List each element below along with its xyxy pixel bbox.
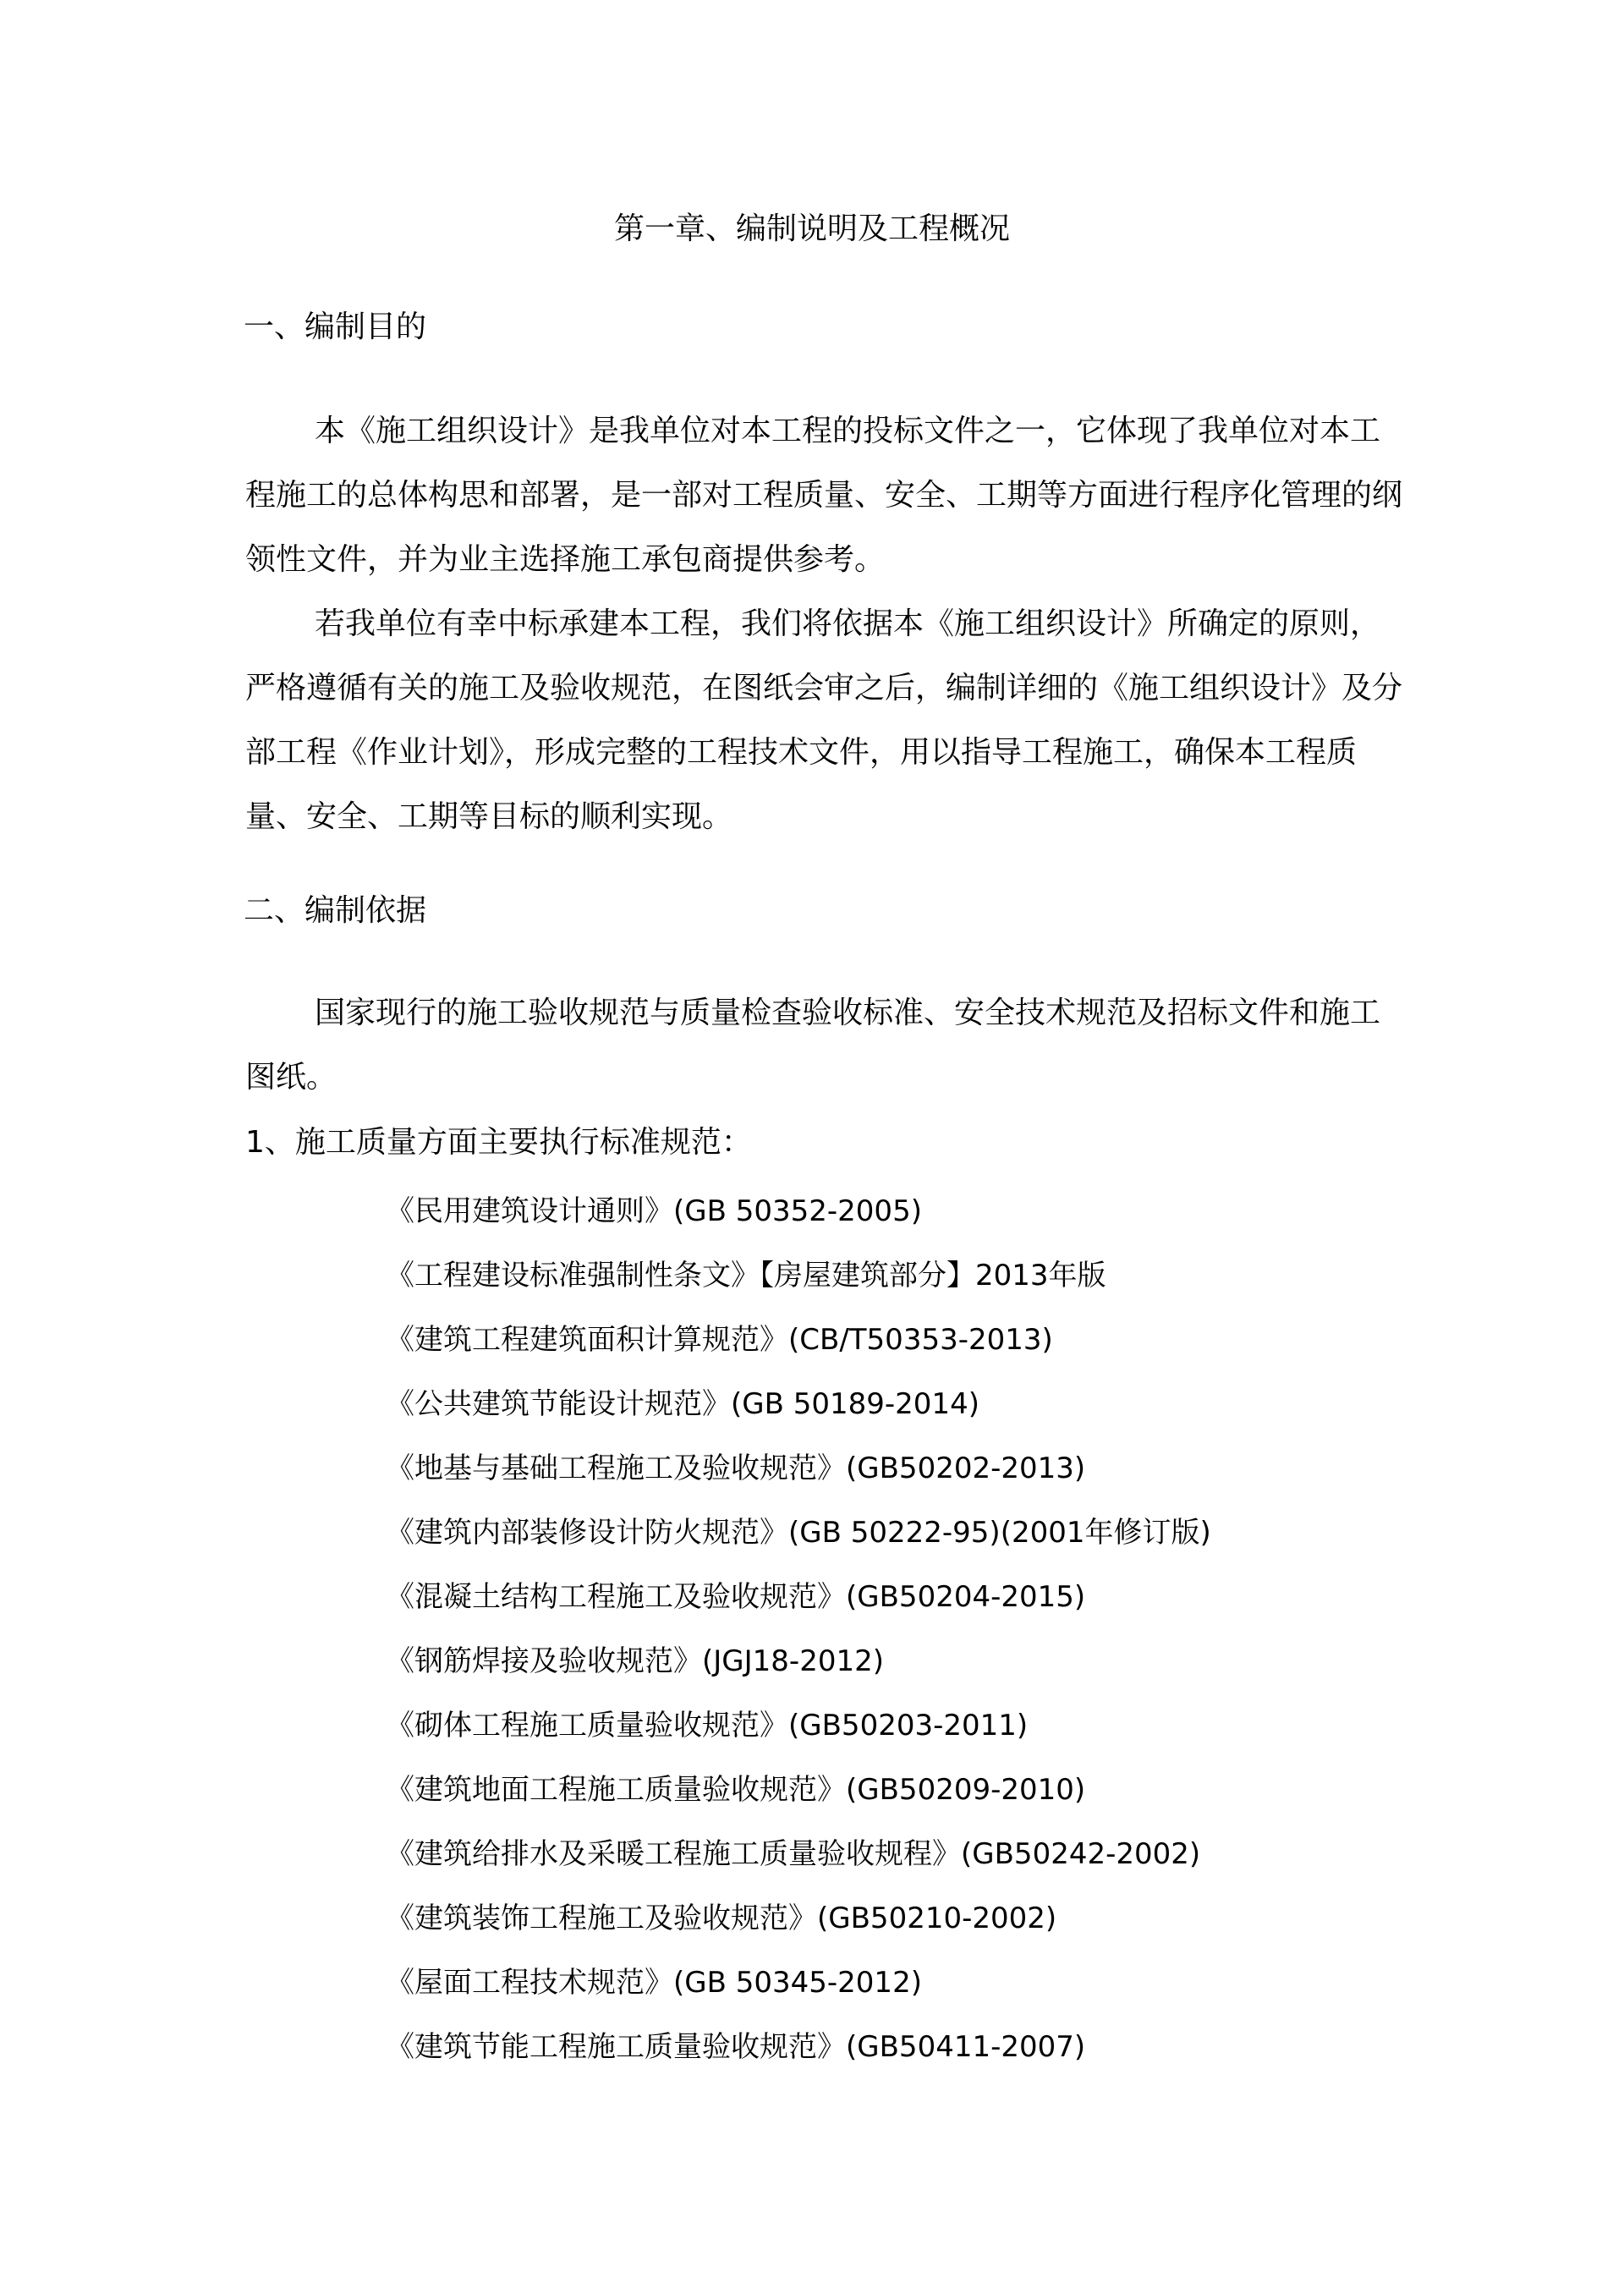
purpose-paragraph-2: 若我单位有幸中标承建本工程，我们将依据本《施工组织设计》所确定的原则，严格遵循有关的施工及验收规范，在图纸会审之后，编制详细的《施工组织设计》及分部工程《作业计划》，形成完整的工程技术文件，用以指导工程施工，确保本工程质量、安全、工期等目标的顺利实现。 bbox=[245, 606, 1403, 834]
standard-item: 《工程建设标准强制性条文》【房屋建筑部分】2013年版 bbox=[386, 1259, 1106, 1292]
standard-item: 《公共建筑节能设计规范》(GB 50189-2014) bbox=[386, 1387, 979, 1421]
purpose-paragraph-1: 本《施工组织设计》是我单位对本工程的投标文件之一，它体现了我单位对本工程施工的总体构思和部署，是一部对工程质量、安全、工期等方面进行程序化管理的纲领性文件，并为业主选择施工承包商提供参考。 bbox=[245, 414, 1403, 577]
standard-item: 《地基与基础工程施工及验收规范》(GB50202-2013) bbox=[386, 1452, 1086, 1485]
section-heading-basis: 二、编制依据 bbox=[244, 893, 427, 928]
section-heading-purpose: 一、编制目的 bbox=[244, 310, 427, 344]
standard-item: 《建筑装饰工程施工及验收规范》(GB50210-2002) bbox=[386, 1902, 1057, 1935]
standard-item: 《屋面工程技术规范》(GB 50345-2012) bbox=[386, 1966, 922, 2000]
standard-item: 《混凝土结构工程施工及验收规范》(GB50204-2015) bbox=[386, 1580, 1086, 1614]
standard-item: 《钢筋焊接及验收规范》(JGJ18-2012) bbox=[386, 1644, 884, 1678]
standard-item: 《建筑内部装修设计防火规范》(GB 50222-95)(2001年修订版) bbox=[386, 1516, 1211, 1550]
chapter-title: 第一章、编制说明及工程概况 bbox=[613, 211, 1010, 246]
standard-item: 《建筑工程建筑面积计算规范》(CB/T50353-2013) bbox=[386, 1323, 1053, 1357]
standard-item: 《民用建筑设计通则》(GB 50352-2005) bbox=[386, 1194, 922, 1228]
standard-item: 《建筑地面工程施工质量验收规范》(GB50209-2010) bbox=[386, 1773, 1086, 1807]
standard-item: 《砌体工程施工质量验收规范》(GB50203-2011) bbox=[386, 1709, 1029, 1742]
standards-list bbox=[386, 1179, 1211, 2079]
standard-item: 《建筑给排水及采暖工程施工质量验收规程》(GB50242-2002) bbox=[386, 1837, 1201, 1871]
standard-item: 《建筑节能工程施工质量验收规范》(GB50411-2007) bbox=[386, 2030, 1086, 2064]
basis-paragraph: 国家现行的施工验收规范与质量检查验收标准、安全技术规范及招标文件和施工图纸。 bbox=[245, 996, 1381, 1095]
quality-standards-heading: 1、施工质量方面主要执行标准规范： bbox=[245, 1125, 752, 1160]
